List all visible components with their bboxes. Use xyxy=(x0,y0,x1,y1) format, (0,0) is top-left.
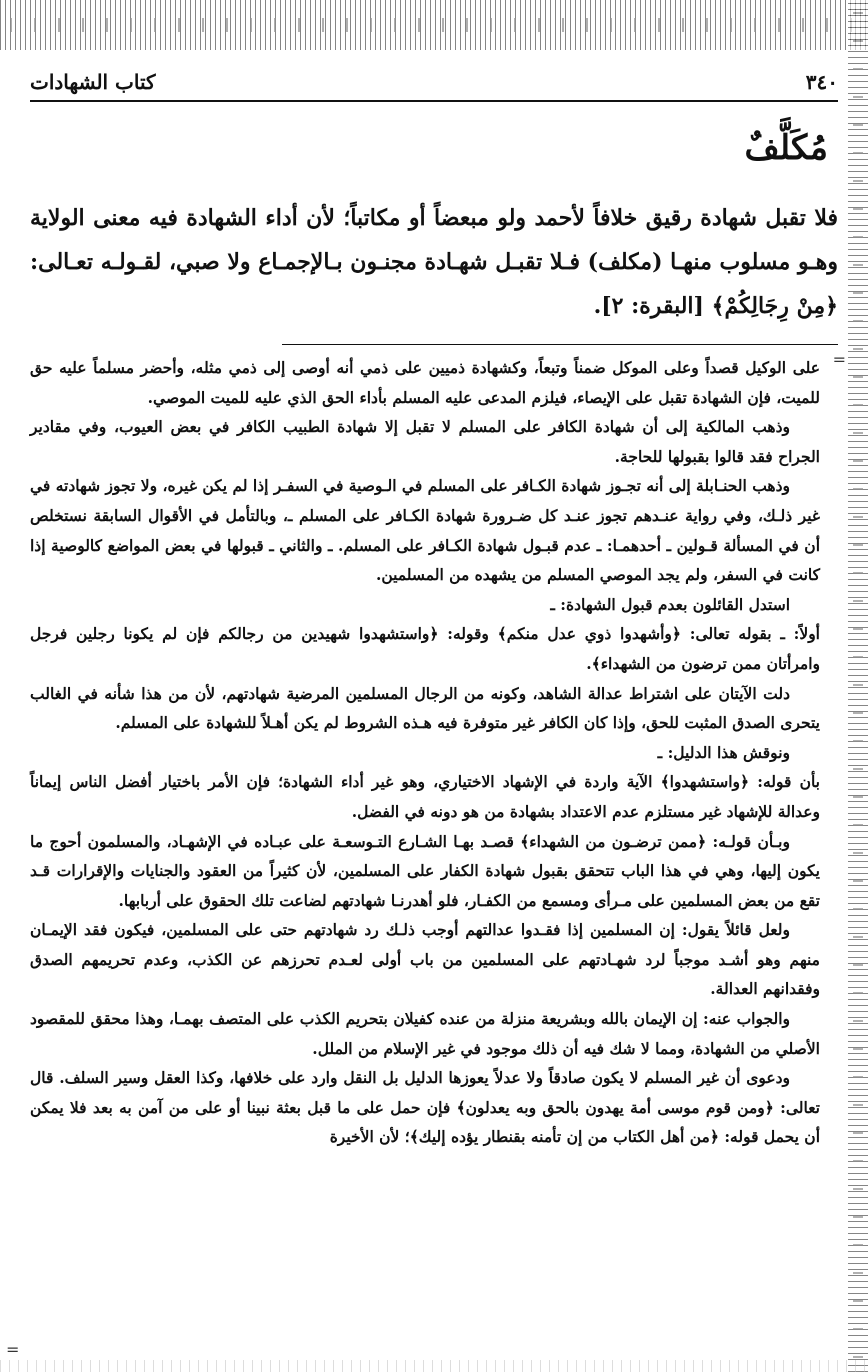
footnote-paragraph: وذهب الحنـابلة إلى أنه تجـوز شهادة الكـافر على المسلم في الـوصية في السفـر إذا لم يكن غيره، ولا تجوز شهادته في غير ذلـك، وفي رواية عنـدهم تجوز عنـد كل ضـرورة شهادة الكـافر على المسلم ـ، وبالتأمل في الأقوال السابقة نستخلص أن في المسألة قـولين ـ أحدهمـا: ـ عدم قبـول شهادة الكـافر على المسلم. ـ والثاني ـ قبولها في بعض المواضع كالوصية إذا كانت في السفر، ولم يجد الموصي المسلم من يشهده من المسلمين. xyxy=(30,476,820,585)
book-title: كتاب الشهادات xyxy=(30,70,156,94)
footnote-paragraph: دلت الآيتان على اشتراط عدالة الشاهد، وكونه من الرجال المسلمين المرضية شهادتهم، لأن من هذا شأنه في الغالب يتحرى الصدق المثبت للحق، وإذا كان الكافر غير متوفرة فيه هـذه الشروط لم يكن أهـلاً للشهادة على المسلم. xyxy=(30,683,820,733)
footnote-separator xyxy=(282,344,838,345)
ornamental-border-top xyxy=(0,0,868,50)
footnote-continuation-mark-start: = xyxy=(832,350,846,369)
page-header xyxy=(30,64,838,102)
footnotes xyxy=(30,353,820,1152)
footnote-paragraph: والجواب عنه: إن الإيمان بالله وبشريعة منزلة من عنده كفيلان بتحريم الكذب على المتصف بهمـا، وهذا محقق للمقصود الأصلي من الشهادة، ومما لا شك فيه أن ذلك موجود في غير الإسلام من الملل. xyxy=(30,1009,820,1058)
footnote-paragraph: بأن قوله: ﴿واستشهدوا﴾ الآية واردة في الإشهاد الاختياري، وهو غير أداء الشهادة؛ فإن الأمر باختيار أفضل الناس إيماناً وعدالة للإشهاد غير مستلزم عدم الاعتداد بشهادة من هو دونه في الفضل. xyxy=(30,772,820,821)
footnote-continuation-mark-end: = xyxy=(6,1340,20,1359)
footnote-paragraph: ودعوى أن غير المسلم لا يكون صادقاً ولا عدلاً يعوزها الدليل بل النقل وارد على خلافها، وكذا العقل وسير السلف. قال تعالى: ﴿ومن قوم موسى أمة يهدون بالحق وبه يعدلون﴾ فإن حمل على ما قبل بعثة نبينا أو على من آمن به بعد فلا يمكن أن يحمل قوله: ﴿من أهل الكتاب من إن تأمنه بقنطار يؤده إليك﴾؛ لأن الأخيرة xyxy=(30,1068,820,1147)
footnote-paragraph: وذهب المالكية إلى أن شهادة الكافر على المسلم لا تقبل إلا شهادة الطبيب الكافر في بعض العيوب، وفي مقادير الجراح فقد قالوا بقبولها للحاجة. xyxy=(30,417,820,466)
footnote-paragraph: استدل القائلون بعدم قبول الشهادة: ـ xyxy=(550,594,790,614)
footnote-paragraph: ولعل قائلاً يقول: إن المسلمين إذا فقـدوا عدالتهم أوجب ذلـك رد شهادتهم حتى على المسلمين، فيكون فقد الإيمـان منهم وهو أشـد موجباً لرد شهـادتهم على المسلمين من باب أولى لعـدم تحرزهم عن الكذب، وعدم تحريمهم الصدق وفقدانهم العدالة. xyxy=(30,920,820,999)
main-paragraph: فلا تقبل شهادة رقيق خلافاً لأحمد ولو مبعضاً أو مكاتباً؛ لأن أداء الشهادة فيه معنى الولاية وهـو مسلوب منهـا (مكلف) فـلا تقبـل شهـادة مجنـون بـالإجمـاع ولا صبي، لقـولـه تعـالى: ﴿مِنْ رِجَالِكُمْ﴾ [البقرة: ٢]. xyxy=(30,205,838,319)
footnote-paragraph: ونوقش هذا الدليل: ـ xyxy=(657,742,790,762)
chapter-title: مُكَلَّفٌ xyxy=(744,128,828,168)
ornamental-border-right xyxy=(848,0,868,1372)
footnote-paragraph: على الوكيل قصداً وعلى الموكل ضمناً وتبعاً، وكشهادة ذميين على ذمي أنه أوصى إلى ذمي مثله، وأحضر مسلماً عليه حق للميت، فإن الشهادة تقبل على الإيصاء، فيلزم المدعى عليه المسلم بأداء الحق الذي عليه للميت الموصي. xyxy=(30,358,820,407)
page-number: ٣٤٠ xyxy=(805,70,838,94)
footnote-paragraph: أولاً: ـ بقوله تعالى: ﴿وأشهدوا ذوي عدل منكم﴾ وقوله: ﴿واستشهدوا شهيدين من رجالكم فإن لم يكونا رجلين فرجل وامرأتان ممن ترضون من الشهداء﴾. xyxy=(30,624,820,673)
main-text xyxy=(30,196,838,328)
footnote-paragraph: وبـأن قولـه: ﴿ممن ترضـون من الشهداء﴾ قصـد بهـا الشـارع التـوسعـة على عبـاده في الإشهـاد، والمسلمون أحوج ما يكون إليها، وهي في هذا الباب تتحقق بقبول شهادة الكفار على المسلمين، لأن كثيراً من العقود والجنايات والإقرارات قـد تقع من بعض المسلمين على مـرأى ومسمع من الكفـار، فلو أهدرنـا شهادتهم لضاعت تلك الحقوق على أربابها. xyxy=(30,831,820,910)
scan-edge-noise xyxy=(0,1360,868,1372)
